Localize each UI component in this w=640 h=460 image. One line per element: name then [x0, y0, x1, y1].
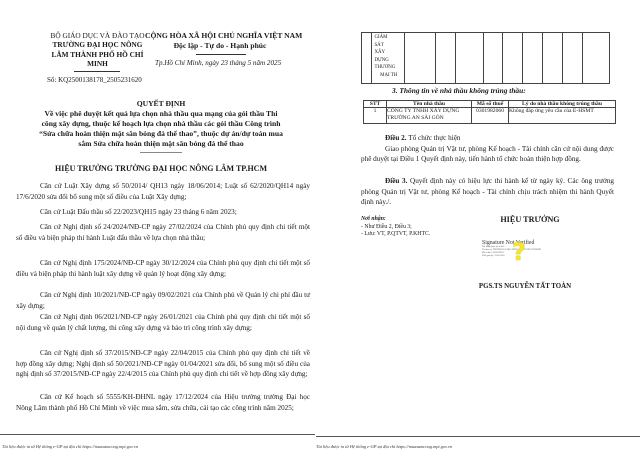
article-2-label: Điều 2.	[385, 134, 407, 142]
legal-basis-paragraph: Căn cứ Luật Đấu thầu số 22/2023/QH15 ngày 23 tháng 6 năm 2023;	[40, 208, 237, 216]
column-header: Tên nhà thầu	[387, 101, 472, 108]
recipients-block	[361, 216, 430, 239]
document-number: Số: KQ2500138178_2505231620	[47, 76, 142, 84]
losing-bidders-table	[363, 100, 616, 124]
cell-reason: Không đáp ứng yêu cầu của E-HSMT	[509, 108, 616, 124]
unverified-question-icon: ?	[512, 238, 526, 266]
footer-divider	[0, 434, 315, 435]
signatory-title: HIỆU TRƯỞNG	[500, 215, 560, 224]
decision-subject-line: sắm Sửa chữa hoàn thiện mặt sân bóng đá thể thao	[78, 139, 244, 148]
recipient-item: - Như Điều 2, Điều 3;	[361, 223, 412, 230]
decision-title: QUYẾT ĐỊNH	[136, 99, 186, 108]
decision-heading	[32, 99, 290, 149]
school-name-line2: LÂM THÀNH PHỐ HỒ CHÍ	[51, 49, 144, 59]
article-2-title: Tổ chức thực hiện	[406, 134, 461, 142]
decision-subject-line: công xây dựng, thuộc kế hoạch lựa chọn nhà thầu các gói thầu Công trình	[41, 119, 281, 128]
recipients-label: Nơi nhận:	[361, 216, 386, 222]
table-cell	[362, 33, 372, 84]
table-cell	[483, 33, 502, 84]
decision-subject-line: Về việc phê duyệt kết quả lựa chọn nhà thầu qua mạng của gói thầu Thi	[44, 109, 278, 118]
award-table-continuation	[361, 32, 610, 84]
article-3-label: Điều 3.	[385, 177, 408, 185]
ministry-name: BỘ GIÁO DỤC VÀ ĐÀO TẠO	[50, 31, 145, 40]
table-cell-contractor: GIÁM SÁT XÂY DỰNG THƯƠNG MẠI TH	[372, 33, 405, 84]
column-header: STT	[364, 101, 387, 108]
footer-note: Tài liệu được in từ Hệ thống e-GP tại địa chỉ https://muasamcong.mpi.gov.vn	[316, 444, 452, 449]
table-cell	[563, 33, 583, 84]
cell-bidder-name: CÔNG TY TNHH XÂY DỰNG TRƯỜNG AN SÀI GÒN	[387, 108, 472, 124]
cell-tax-code: 0301982060	[472, 108, 509, 124]
legal-basis-paragraph: Căn cứ Nghị định 10/2021/NĐ-CP ngày 09/02/2021 của Chính phủ về Quản lý chi phí đầu tư xây dựng;	[16, 291, 310, 310]
signature-detail: Thời gian ký: 23-05-2025	[482, 255, 505, 257]
table-cell	[405, 33, 436, 84]
footer-note: Tài liệu được in từ Hệ thống e-GP tại địa chỉ https://muasamcong.mpi.gov.vn	[2, 444, 138, 449]
legal-basis-paragraph: Căn cứ Luật Xây dựng số 50/2014/ QH13 ngày 18/06/2014; Luật số 62/2020/QH14 ngày 17/6/2020 sửa đổi bổ sung một số điều của Luật Xây dựng;	[16, 182, 310, 201]
school-name-line1: TRƯỜNG ĐẠI HỌC NÔNG	[52, 40, 143, 50]
signature-detail: Tên đơn vị: TRƯỜNG ĐẠI HỌC NÔNG LÂM TP.HỒ CHÍ MINH	[482, 249, 541, 251]
table-cell	[542, 33, 563, 84]
recipient-item: - Lưu: VT, P.QTVT, P.KHTC.	[361, 231, 431, 238]
column-header: Lý do nhà thầu không trúng thầu	[509, 101, 616, 108]
section3-heading: 3. Thông tin về nhà thầu không trúng thầu:	[392, 86, 526, 95]
column-header: Mã số thuế	[472, 101, 509, 108]
table-cell	[522, 33, 542, 84]
motto-underline	[196, 54, 246, 55]
table-cell	[436, 33, 456, 84]
legal-basis-paragraph: Căn cứ Nghị định số 37/2015/NĐ-CP ngày 22/04/2015 của Chính phủ quy định chi tiết về hợp đồng xây dựng; Nghị định số 50/2021/NĐ-CP ngày 01/04/2021 sửa đổi, bổ sung một số điều của nghị định số 37/2015/NĐ-CP ngày 22/4/2015 của Chính phủ quy định chi tiết về hợp đồng xây dựng;	[16, 349, 310, 379]
title-underline	[140, 152, 182, 153]
table-cell	[583, 33, 610, 84]
article-3-body: Quyết định này có hiệu lực thi hành kể từ ngày ký. Các ông trưởng phòng Quản trị Vật tư, phòng Kế hoạch - Tài chính chịu trách nhiệm thi hành Quyết định này./.	[361, 177, 615, 207]
signature-detail: Mã số thuế: 0300529931	[482, 252, 504, 254]
article-2	[361, 133, 614, 165]
legal-basis-paragraph: Căn cứ Kế hoạch số 5555/KH-ĐHNL ngày 17/12/2024 của Hiệu trưởng trường Đại học Nông Lâm thành phố Hồ Chí Minh về việc mua sắm, sửa chữa, cải tạo các công trình năm 2025;	[16, 393, 310, 412]
legal-basis-paragraph: Căn cứ Nghị định 175/2024/NĐ-CP ngày 30/12/2024 của Chính phủ quy định chi tiết một số điều và biện pháp thi hành luật xây dựng về quản lý hoạt động xây dựng;	[16, 259, 310, 278]
national-motto: Độc lập - Tự do - Hạnh phúc	[173, 40, 267, 50]
table-row	[364, 108, 616, 124]
decision-subject-line: “Sửa chữa hoàn thiện mặt sân bóng đá thể thao”, thuộc dự án/dự toán mua	[39, 129, 283, 138]
table-header-row	[364, 101, 616, 108]
table-cell	[456, 33, 484, 84]
article-3	[361, 176, 614, 208]
signature-detail: Nội dung được ký số bởi:	[482, 246, 505, 248]
signature-status: Signature Not Verified	[482, 240, 535, 246]
place-date: Tp.Hồ Chí Minh, ngày 23 tháng 5 năm 2025	[155, 59, 282, 67]
issuer-underline	[74, 71, 120, 72]
national-header	[145, 31, 303, 50]
footer-divider	[316, 436, 640, 437]
table-cell	[502, 33, 522, 84]
cell-stt: 1	[364, 108, 387, 124]
legal-basis-paragraph: Căn cứ Nghị định số 24/2024/NĐ-CP ngày 27/02/2024 của Chính phủ quy định chi tiết một số điều và biện pháp thi hành Luật đấu thầu về lựa chọn nhà thầu;	[16, 223, 310, 242]
signer-name: PGS.TS NGUYỄN TẤT TOÀN	[478, 283, 572, 290]
legal-basis-paragraph: Căn cứ Nghị định 06/2021/NĐ-CP ngày 26/01/2021 của Chính phủ quy định chi tiết một số nội dung về quản lý chất lượng, thi công xây dựng và bảo trì công trình xây dựng;	[16, 313, 310, 332]
school-name-line3: MINH	[87, 58, 108, 68]
country-name: CỘNG HÒA XÃ HỘI CHỦ NGHĨA VIỆT NAM	[145, 31, 303, 40]
article-2-body: Giao phòng Quản trị Vật tư, phòng Kế hoạch - Tài chính căn cứ nội dung được phê duyệt tại Điều 1 Quyết định này, tiến hành tổ chức hoàn thiện hợp đồng.	[361, 144, 614, 164]
authority-title: HIỆU TRƯỞNG TRƯỜNG ĐẠI HỌC NÔNG LÂM TP.HCM	[54, 164, 267, 173]
digital-signature-stamp[interactable]	[482, 240, 572, 268]
issuer-header	[40, 31, 155, 68]
